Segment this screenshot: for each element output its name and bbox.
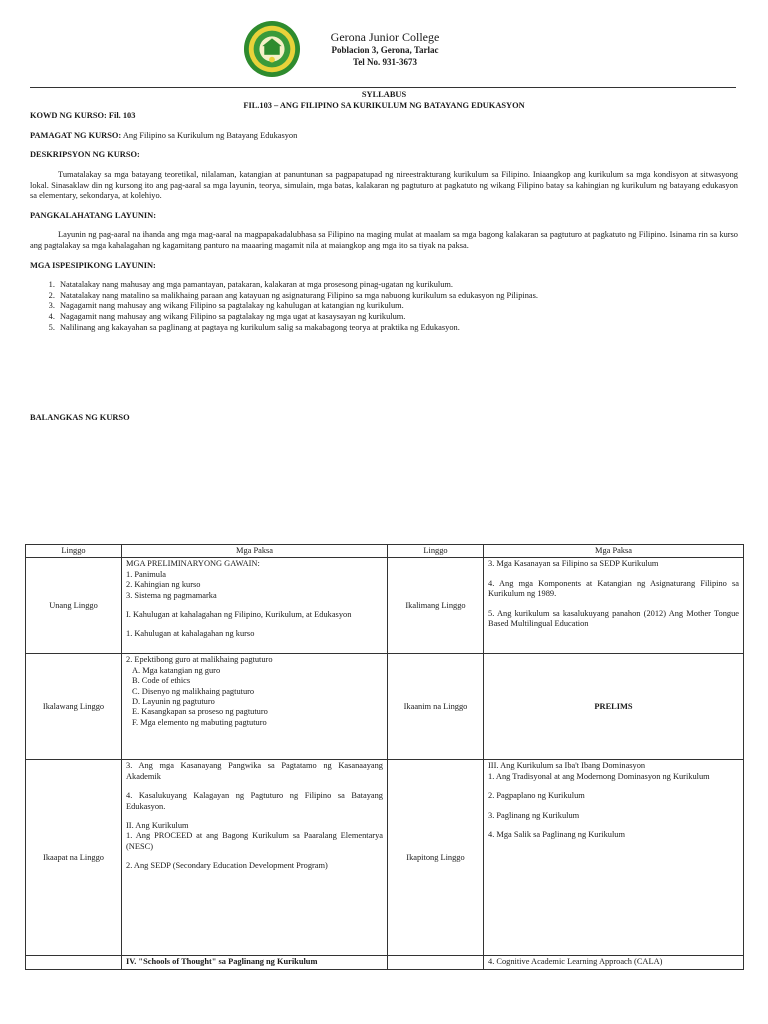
topic-line: IV. "Schools of Thought" sa Paglinang ng Kurikulum (126, 957, 318, 967)
week-cell: Ikaanim na Linggo (388, 654, 484, 760)
topics-cell (122, 558, 388, 654)
school-header (310, 30, 460, 68)
topic-line: E. Kasangkapan sa proseso ng pagtuturo (132, 707, 268, 717)
topic-line: 4. Mga Salik sa Paglinang ng Kurikulum (488, 830, 626, 840)
week-cell: Unang Linggo (26, 558, 122, 654)
table-row (26, 956, 744, 969)
specific-objectives-heading: MGA ISPESIPIKONG LAYUNIN: (30, 260, 156, 270)
general-objective-text: Layunin ng pag-aaral na ihanda ang mga mag-aaral na magpapakadalubhasa sa Filipino na maging mulat at maalam sa mga bagong kalakaran sa pagtuturo at pagkatuto ng Filipino. Isinama rin sa kurso ang pagtalakay sa mga kahalagahan ng kagamitang panturo na maaaring magamit nila at maiangkop ang mga ito sa tiyak na paksa. (30, 230, 738, 250)
column-header-week: Linggo (388, 545, 484, 558)
course-code-label: KOWD NG KURSO: (30, 111, 107, 121)
topics-cell (122, 956, 388, 969)
topic-line: II. Ang Kurikulum (126, 821, 189, 831)
list-item: 1. Natatalakay nang mahusay ang mga pamantayan, patakaran, kalakaran at mga prosesong pinag-ugatan ng kurikulum. (57, 280, 738, 291)
topic-line: 4. Cognitive Academic Learning Approach (CALA) (488, 957, 663, 967)
topic-line: A. Mga katangian ng guro (132, 665, 221, 675)
week-cell: Ikaapat na Linggo (26, 760, 122, 956)
topic-line: 3. Ang mga Kasanayang Pangwika sa Pagtatamo ng Kasanaayang Akademik (126, 761, 383, 781)
course-code (30, 111, 738, 122)
topic-line: 1. Kahulugan at kahalagahan ng kurso (126, 629, 255, 639)
list-item: 5. Nalilinang ang kakayahan sa paglinang at pagtaya ng kurikulum salig sa makabagong teorya at praktika ng Edukasyon. (57, 323, 738, 334)
column-header-topics: Mga Paksa (484, 545, 744, 558)
outline-heading: BALANGKAS NG KURSO (30, 413, 130, 423)
topic-line: III. Ang Kurikulum sa Iba't Ibang Dominasyon (488, 761, 646, 771)
school-address: Poblacion 3, Gerona, Tarlac (331, 45, 439, 55)
week-cell: Ikapitong Linggo (388, 760, 484, 956)
topic-line: 5. Ang kurikulum sa kasalukuyang panahon (2012) Ang Mother Tongue Based Multilingual Education (488, 608, 739, 629)
description-heading: DESKRIPSYON NG KURSO: (30, 150, 140, 160)
table-header-row (26, 545, 744, 558)
topic-line: B. Code of ethics (132, 676, 191, 686)
topic-line: C. Disenyo ng malikhaing pagtuturo (132, 686, 255, 696)
topics-cell (122, 654, 388, 760)
topic-line: 3. Mga Kasanayan sa Filipino sa SEDP Kurikulum (488, 559, 659, 569)
column-header-week: Linggo (26, 545, 122, 558)
course-name-value: Ang Filipino sa Kurikulum ng Batayang Edukasyon (121, 130, 298, 140)
course-name-label: PAMAGAT NG KURSO: (30, 130, 122, 140)
topic-line: 2. Pagpaplano ng Kurikulum (488, 791, 585, 801)
general-objective-heading: PANGKALAHATANG LAYUNIN: (30, 210, 157, 220)
list-item: 3. Nagagamit nang mahusay ang wikang Filipino sa pagtalakay ng kahulugan at katangian ng kurikulum. (57, 301, 738, 312)
topic-line: 3. Sistema ng pagmamarka (126, 590, 217, 600)
topic-line: I. Kahulugan at kahalagahan ng Filipino, Kurikulum, at Edukasyon (126, 610, 352, 620)
column-header-topics: Mga Paksa (122, 545, 388, 558)
topics-cell (122, 760, 388, 956)
topic-line: 4. Ang mga Komponents at Katangian ng Asignaturang Filipino sa Kurikulum ng 1989. (488, 578, 739, 599)
description-text: Tumatalakay sa mga batayang teoretikal, nilalaman, katangian at panuntunan sa pagpapatupad ng nireestrakturang kurikulum sa Filipino. Iniaangkop ang kurikulum sa mga kondisyon at sitwasyong lokal. Sinasaklaw din ng kursong ito ang pag-aaral sa mga layunin, teorya, simulain, mga batas, kalakaran ng pagtuturo at pagkatuto ng wikang Filipino batay sa kahingian ng kurikulum ng batayang edukasyon sa elementary, sekondarya, at kolehiyo. (30, 169, 738, 201)
topic-line: D. Layunin ng pagtuturo (132, 697, 215, 707)
topic-line: 1. Ang Tradisyonal at ang Modernong Dominasyon ng Kurikulum (488, 771, 710, 781)
topic-line: 1. Ang PROCEED at ang Bagong Kurikulum sa Paaralang Elementarya (NESC) (126, 831, 383, 851)
course-name (30, 131, 738, 142)
course-outline-table (25, 544, 744, 970)
topic-line: MGA PRELIMINARYONG GAWAIN: (126, 559, 260, 569)
list-item: 4. Nagagamit nang mahusay ang wikang Filipino sa pagtalakay ng mga ugat at kasaysayan ng kurikulum. (57, 312, 738, 323)
topics-cell (484, 760, 744, 956)
week-cell: Ikalawang Linggo (26, 654, 122, 760)
table-row (26, 558, 744, 654)
topic-line: 1. Panimula (126, 569, 167, 579)
topic-line: 2. Ang SEDP (Secondary Education Development Program) (126, 861, 328, 871)
topic-line: F. Mga elemento ng mabuting pagtuturo (132, 717, 267, 727)
table-row (26, 654, 744, 760)
topics-cell (484, 558, 744, 654)
course-code-value: Fil. 103 (106, 111, 136, 121)
school-telephone: Tel No. 931-3673 (353, 57, 417, 67)
course-title: FIL.103 – ANG FILIPINO SA KURIKULUM NG BATAYANG EDUKASYON (243, 100, 525, 110)
week-cell (26, 956, 122, 969)
table-row (26, 760, 744, 956)
syllabus-title: SYLLABUS (361, 90, 407, 99)
prelims-cell: PRELIMS (484, 654, 744, 760)
college-seal-logo (243, 20, 301, 78)
topics-cell (484, 956, 744, 969)
topic-line: 2. Kahingian ng kurso (126, 580, 201, 590)
syllabus-body (30, 90, 738, 424)
topic-line: 4. Kasalukuyang Kalagayan ng Pagtuturo ng Filipino sa Batayang Edukasyon. (126, 791, 383, 811)
school-name: Gerona Junior College (330, 30, 440, 44)
header-divider (30, 87, 736, 88)
week-cell: Ikalimang Linggo (388, 558, 484, 654)
list-item: 2. Natatalakay nang matalino sa malikhaing paraan ang katayuan ng asignaturang Filipino sa mga nabuong kurikulum sa edukasyon ng Pilipinas. (57, 291, 738, 302)
topic-line: 3. Paglinang ng Kurikulum (488, 810, 580, 820)
topic-line: 2. Epektibong guro at malikhaing pagtuturo (126, 655, 273, 665)
week-cell (388, 956, 484, 969)
specific-objectives-list (30, 280, 738, 333)
